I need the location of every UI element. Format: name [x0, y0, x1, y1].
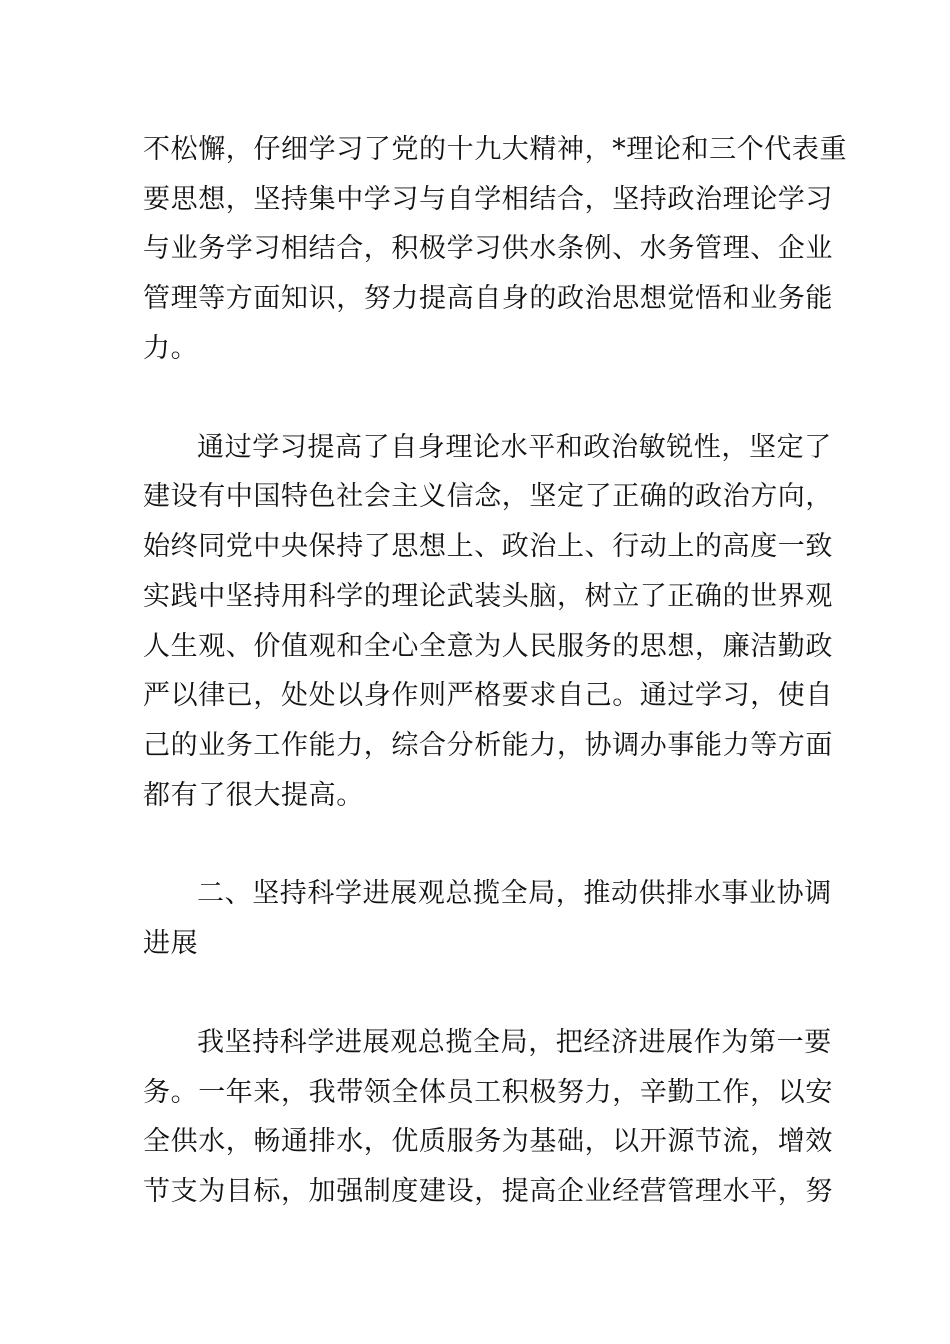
text-line: 力。: [143, 333, 199, 364]
text-line: 要思想，坚持集中学习与自学相结合，坚持政治理论学习: [143, 184, 833, 215]
text-line: 人生观、价值观和全心全意为人民服务的思想，廉洁勤政: [143, 631, 833, 662]
text-line: 己的业务工作能力，综合分析能力，协调办事能力等方面: [143, 730, 833, 761]
text-line: 都有了很大提高。: [143, 780, 364, 811]
text-line: 务。一年来，我带领全体员工积极努力，辛勤工作，以安: [143, 1077, 833, 1108]
text-line: 我坚持科学进展观总揽全局，把经济进展作为第一要: [197, 1027, 832, 1058]
text-line: 不松懈，仔细学习了党的十九大精神，*理论和三个代表重: [143, 134, 848, 165]
text-line: 始终同党中央保持了思想上、政治上、行动上的高度一致: [143, 531, 833, 562]
text-line: 实践中坚持用科学的理论武装头脑，树立了正确的世界观: [143, 581, 833, 612]
text-line: 全供水，畅通排水，优质服务为基础，以开源节流，增效: [143, 1126, 833, 1157]
text-line: 严以律已，处处以身作则严格要求自己。通过学习，使自: [143, 680, 833, 711]
text-line: 与业务学习相结合，积极学习供水条例、水务管理、企业: [143, 233, 833, 264]
text-line: 管理等方面知识，努力提高自身的政治思想觉悟和业务能: [143, 283, 833, 314]
section-heading-line: 二、坚持科学进展观总揽全局，推动供排水事业协调: [197, 878, 832, 909]
text-line: 建设有中国特色社会主义信念，坚定了正确的政治方向，: [143, 481, 833, 512]
section-heading-line: 进展: [143, 928, 199, 959]
text-line: 通过学习提高了自身理论水平和政治敏锐性，坚定了: [197, 432, 832, 463]
text-line: 节支为目标，加强制度建设，提高企业经营管理水平，努: [143, 1176, 833, 1207]
